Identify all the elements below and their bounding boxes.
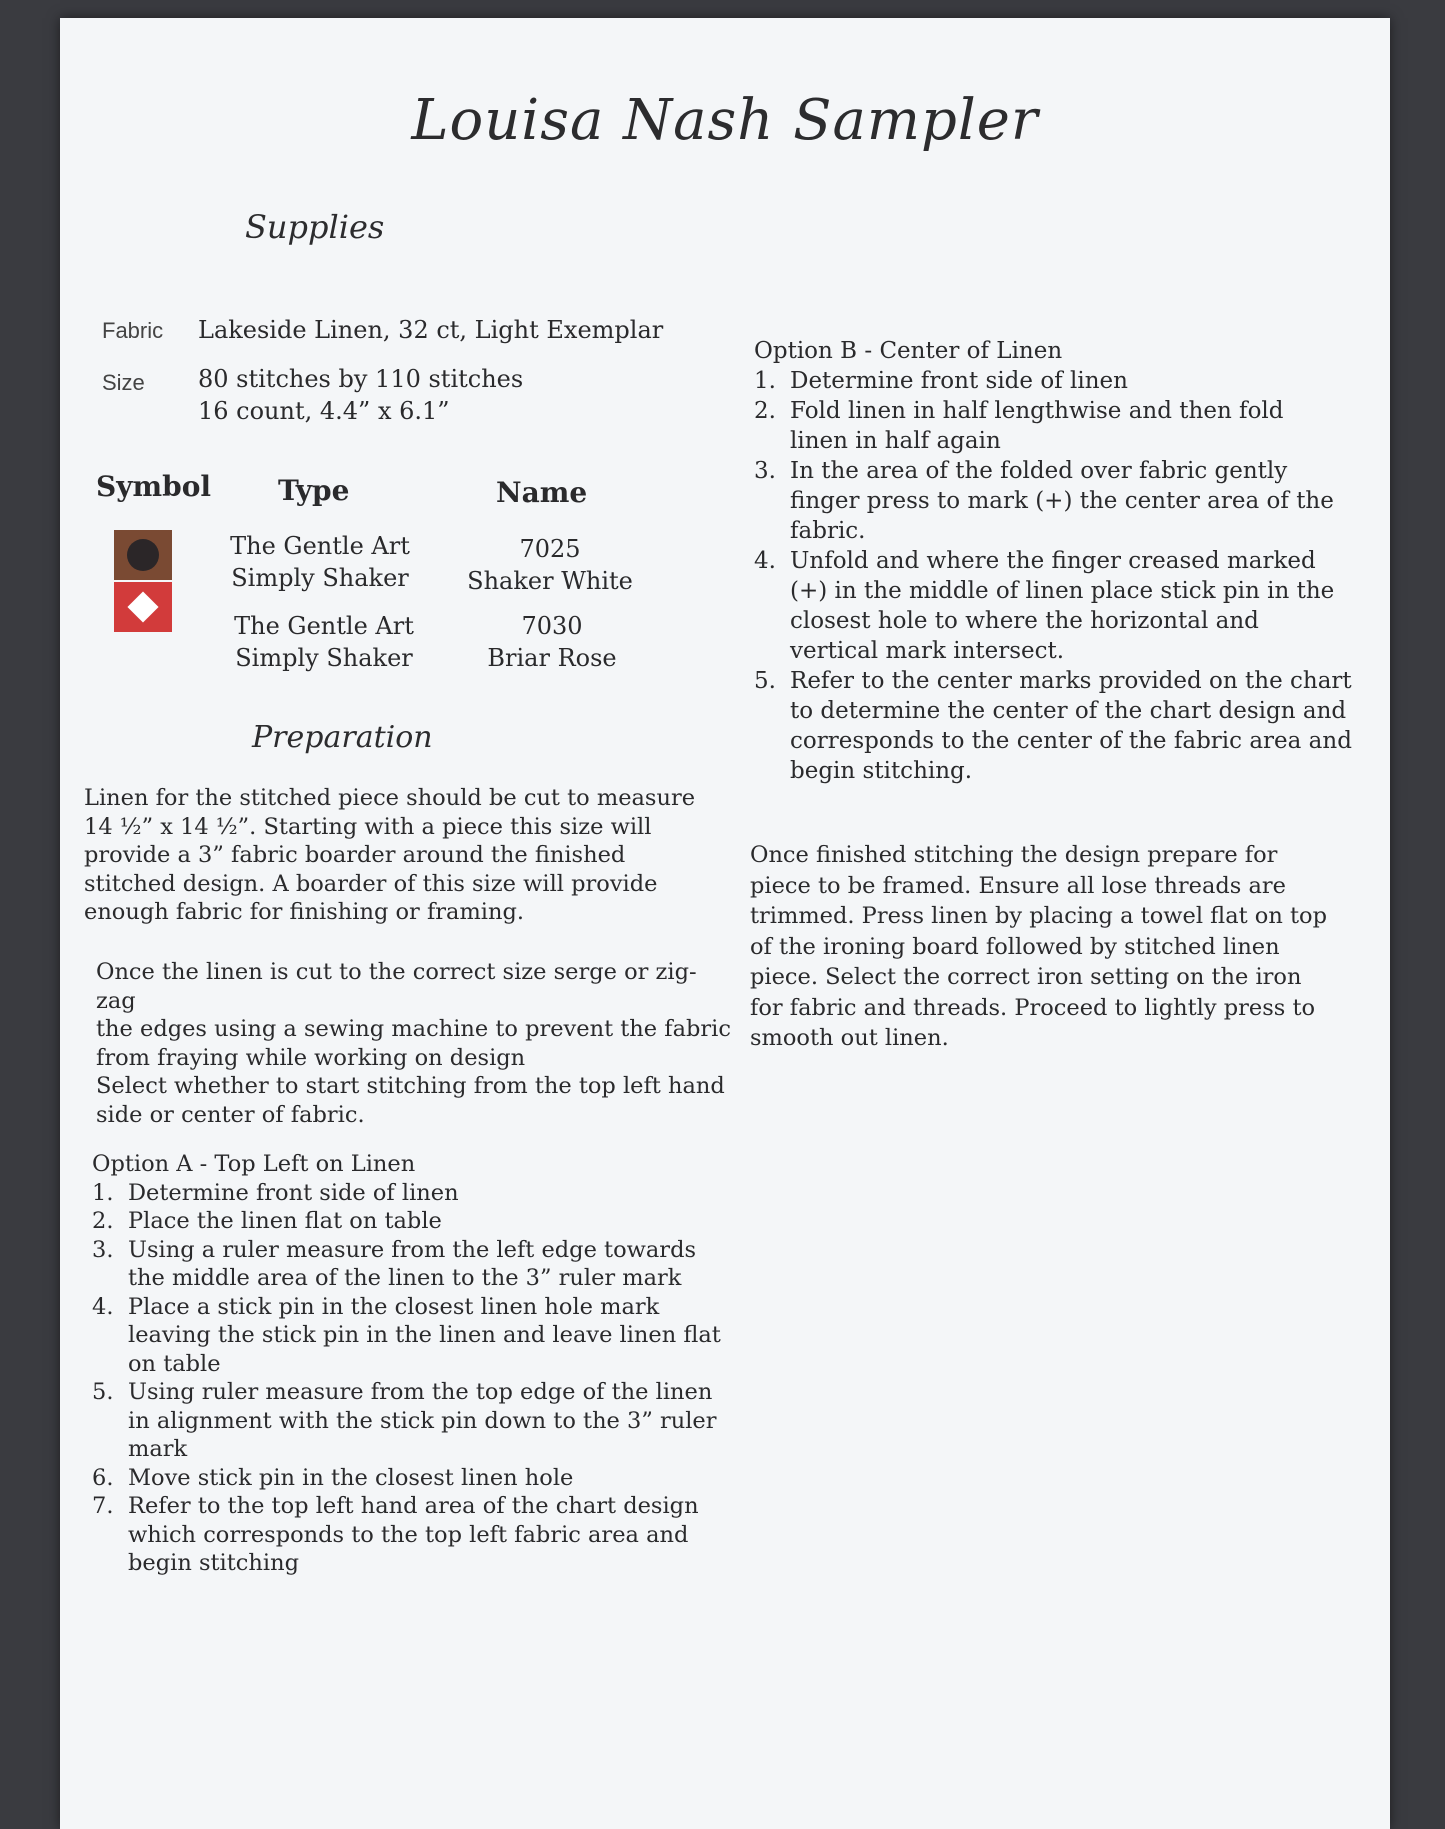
step-text: in alignment with the stick pin down to the 3” ruler — [128, 1407, 717, 1434]
prep-p2-line: Once the linen is cut to the correct size serge or zig- zag — [96, 959, 697, 1014]
step-text: Place the linen flat on table — [128, 1208, 442, 1234]
name-column-header: Name — [496, 476, 588, 509]
option-a-step: 6. Move stick pin in the closest linen hole — [92, 1464, 732, 1493]
floss-number-1: 7025 — [519, 535, 581, 563]
symbol-column-header: Symbol — [96, 470, 212, 503]
diamond-symbol-icon — [127, 591, 158, 622]
option-a-section — [92, 1150, 732, 1578]
floss-type-1-line-1: The Gentle Art — [230, 532, 410, 560]
option-a-heading: Option A - Top Left on Linen — [92, 1151, 416, 1177]
step-text: In the area of the folded over fabric gently — [790, 458, 1288, 484]
prep-p1-line: enough fabric for finishing or framing. — [84, 899, 525, 925]
dot-symbol-icon — [127, 539, 159, 571]
option-a-step: 3. Using a ruler measure from the left edge towards the middle area of the linen to the 3” ruler mark — [92, 1236, 732, 1293]
finishing-line: for fabric and threads. Proceed to lightly press to — [750, 994, 1316, 1021]
size-label: Size — [102, 370, 145, 395]
option-b-step: 3. In the area of the folded over fabric gently finger press to mark (+) the center area of the fabric. — [754, 456, 1364, 546]
size-line-2: 16 count, 4.4” x 6.1” — [198, 397, 450, 425]
floss-color-name-1: Shaker White — [467, 567, 633, 595]
floss-type-1 — [220, 530, 420, 594]
step-text: Refer to the top left hand area of the chart design — [128, 1493, 699, 1519]
step-text: Using ruler measure from the top edge of the linen — [128, 1379, 713, 1405]
step-text: corresponds to the center of the fabric area and — [790, 728, 1352, 754]
step-text: vertical mark intersect. — [790, 638, 1065, 664]
finishing-paragraph — [750, 840, 1360, 1054]
step-text: on table — [128, 1350, 221, 1377]
finishing-line: smooth out linen. — [750, 1025, 949, 1051]
step-text: Refer to the center marks provided on the chart — [790, 668, 1352, 694]
option-a-step: 7. Refer to the top left hand area of the chart design which corresponds to the top left fabric area and begin stitching — [92, 1492, 732, 1578]
floss-type-1-line-2: Simply Shaker — [231, 564, 409, 592]
floss-number-2: 7030 — [521, 612, 583, 640]
symbol-swatch-diamond — [114, 582, 172, 632]
step-text: the middle area of the linen to the 3” ruler mark — [128, 1265, 682, 1291]
step-text: Determine front side of linen — [128, 1179, 459, 1206]
option-b-step: 2. Fold linen in half lengthwise and then fold linen in half again — [754, 396, 1364, 456]
step-text: Using a ruler measure from the left edge towards — [128, 1236, 697, 1263]
step-text: linen in half again — [790, 428, 1001, 454]
prep-p2-line: the edges using a sewing machine to prevent the fabric — [96, 1016, 731, 1042]
step-text: leaving the stick pin in the linen and leave linen flat — [128, 1322, 721, 1348]
prep-p2-line: side or center of fabric. — [96, 1101, 365, 1128]
finishing-line: piece to be framed. Ensure all lose threads are — [750, 872, 1286, 899]
prep-p2-line: Select whether to start stitching from the top left hand — [96, 1073, 725, 1099]
instruction-sheet — [60, 18, 1390, 1829]
prep-p1-line: Linen for the stitched piece should be cut to measure — [84, 785, 696, 811]
preparation-paragraph-2 — [96, 958, 736, 1129]
fabric-value: Lakeside Linen, 32 ct, Light Exemplar — [198, 316, 664, 344]
page-title: Louisa Nash Sampler — [411, 88, 1039, 153]
step-text: Fold linen in half lengthwise and then fold — [790, 398, 1284, 424]
option-b-section — [754, 336, 1364, 786]
step-text: to determine the center of the chart design and — [790, 698, 1347, 724]
step-text: finger press to mark (+) the center area of the — [790, 488, 1334, 514]
floss-name-2 — [452, 610, 652, 674]
option-b-steps — [754, 366, 1364, 786]
step-text: Determine front side of linen — [790, 368, 1128, 394]
preparation-paragraph-1 — [84, 784, 724, 927]
step-text: (+) in the middle of linen place stick pin in the — [790, 578, 1335, 604]
step-text: fabric. — [790, 518, 866, 544]
prep-p1-line: provide a 3” fabric boarder around the finished — [84, 842, 626, 868]
prep-p2-line: from fraying while working on design — [96, 1044, 526, 1071]
option-a-step: 4. Place a stick pin in the closest linen hole mark leaving the stick pin in the linen and leave linen flat on table — [92, 1293, 732, 1379]
prep-p1-line: 14 ½” x 14 ½”. Starting with a piece this size will — [84, 813, 652, 840]
option-a-steps — [92, 1179, 732, 1578]
step-text: which corresponds to the top left fabric area and — [128, 1521, 689, 1548]
symbol-swatch-dot — [114, 530, 172, 580]
floss-color-name-2: Briar Rose — [487, 644, 617, 672]
option-b-step: 1. Determine front side of linen — [754, 366, 1364, 396]
floss-type-2 — [224, 610, 424, 674]
finishing-line: piece. Select the correct iron setting on the iron — [750, 964, 1302, 990]
step-text: begin stitching — [128, 1550, 299, 1576]
preparation-heading: Preparation — [252, 720, 433, 755]
step-text: mark — [128, 1436, 188, 1462]
floss-type-2-line-2: Simply Shaker — [235, 644, 413, 672]
floss-name-1 — [450, 533, 650, 597]
supplies-heading: Supplies — [245, 208, 385, 246]
option-b-step: 5. Refer to the center marks provided on the chart to determine the center of the chart design and corresponds to the center of the fabric area and begin stitching. — [754, 666, 1364, 786]
floss-type-2-line-1: The Gentle Art — [234, 612, 414, 640]
step-text: Place a stick pin in the closest linen hole mark — [128, 1293, 660, 1320]
option-a-step: 2. Place the linen flat on table — [92, 1207, 732, 1236]
step-text: closest hole to where the horizontal and — [790, 608, 1259, 634]
fabric-label: Fabric — [102, 318, 164, 343]
step-text: Unfold and where the finger creased marked — [790, 548, 1316, 574]
finishing-line: Once finished stitching the design prepare for — [750, 842, 1278, 868]
option-b-step: 4. Unfold and where the finger creased marked (+) in the middle of linen place stick pin in the closest hole to where the horizontal and vertical mark intersect. — [754, 546, 1364, 666]
size-line-1: 80 stitches by 110 stitches — [198, 365, 524, 393]
option-b-heading: Option B - Center of Linen — [754, 338, 1063, 364]
step-text: begin stitching. — [790, 758, 973, 784]
prep-p1-line: stitched design. A boarder of this size will provide — [84, 870, 658, 897]
step-text: Move stick pin in the closest linen hole — [128, 1464, 574, 1491]
option-a-step: 5. Using ruler measure from the top edge of the linen in alignment with the stick pin down to the 3” ruler mark — [92, 1378, 732, 1464]
option-a-step: 1. Determine front side of linen — [92, 1179, 732, 1208]
finishing-line: trimmed. Press linen by placing a towel flat on top — [750, 903, 1327, 929]
type-column-header: Type — [278, 474, 350, 507]
finishing-line: of the ironing board followed by stitched linen — [750, 933, 1280, 960]
